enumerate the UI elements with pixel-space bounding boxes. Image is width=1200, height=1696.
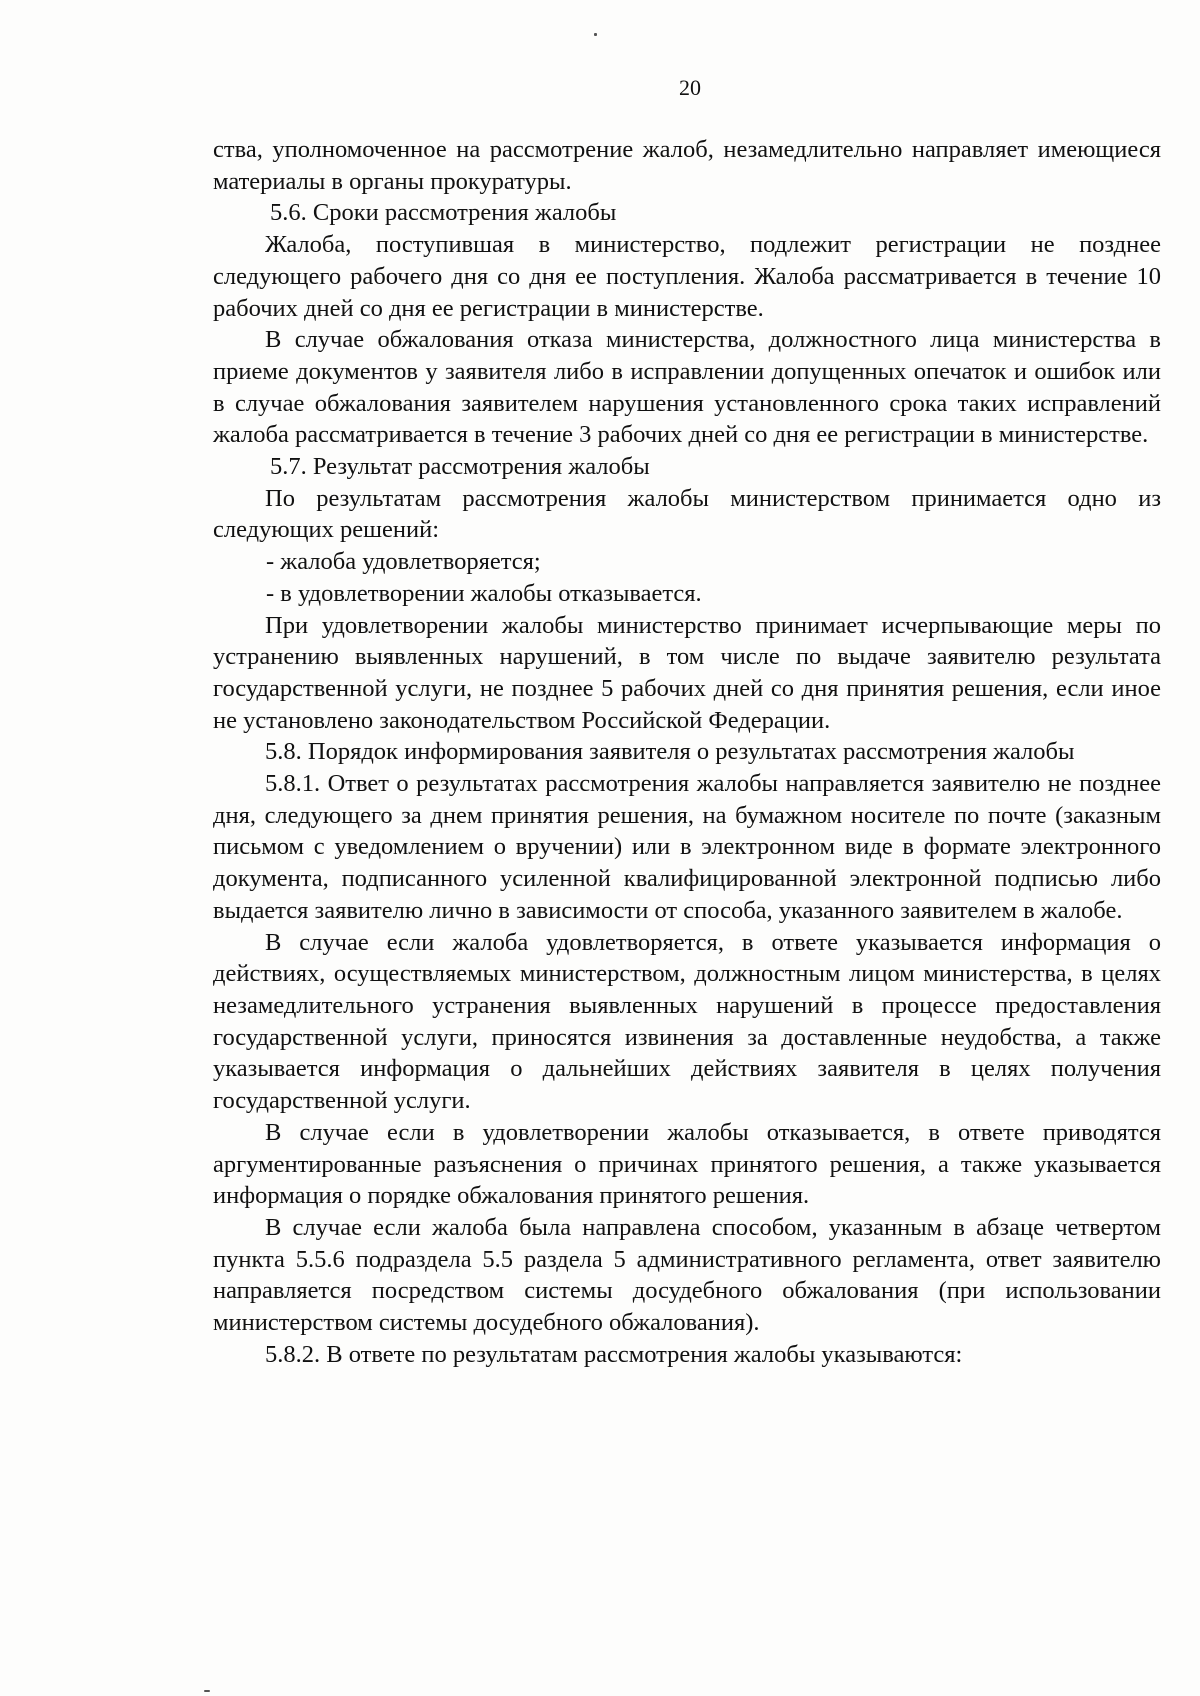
paragraph: В случае если жалоба удовлетворяется, в ответе указывается информация о действиях, осуществляемых министерством, должностным лицом министерства, в целях незамедлительного устранения выявленных нарушений в процессе предоставления государственной услуги, приносятся извинения за доставленные неудобства, а также указывается информация о дальнейших действиях заявителя в целях получения государственной услуги. <box>213 928 1161 1115</box>
paragraph-continuation: ства, уполномоченное на рассмотрение жалоб, незамедлительно направляет имеющиеся материалы в органы прокуратуры. <box>213 136 1161 195</box>
section-heading-5-8: 5.8. Порядок информирования заявителя о результатах рассмотрения жалобы <box>265 738 1075 766</box>
paragraph: 5.8.2. В ответе по результатам рассмотрения жалобы указываются: <box>265 1340 963 1368</box>
paragraph: В случае обжалования отказа министерства, должностного лица министерства в приеме документов у заявителя либо в исправлении допущенных опечаток и ошибок или в случае обжалования заявителем нарушения установленного срока таких исправлений жалоба рассматривается в течение 3 рабочих дней со дня ее регистрации в министерстве. <box>213 326 1161 449</box>
paragraph: Жалоба, поступившая в министерство, подлежит регистрации не позднее следующего рабочего дня со дня ее поступления. Жалоба рассматривается в течение 10 рабочих дней со дня ее регистрации в министерстве. <box>213 231 1161 322</box>
paragraph: В случае если жалоба была направлена способом, указанным в абзаце четвертом пункта 5.5.6 подраздела 5.5 раздела 5 административного регламента, ответ заявителю направляется посредством системы досудебного обжалования (при использовании министерством системы досудебного обжалования). <box>213 1213 1161 1337</box>
paragraph: При удовлетворении жалобы министерство принимает исчерпывающие меры по устранению выявленных нарушений, в том числе по выдаче заявителю результата государственной услуги, не позднее 5 рабочих дней со дня принятия решения, если иное не установлено законодательством Российской Федерации. <box>213 611 1161 734</box>
section-heading-5-6: 5.6. Сроки рассмотрения жалобы <box>270 199 617 227</box>
page-number: 20 <box>679 75 701 100</box>
document-body <box>213 134 1161 1370</box>
list-item: - в удовлетворении жалобы отказывается. <box>266 579 702 607</box>
scan-speck <box>204 1690 210 1692</box>
section-heading-5-7: 5.7. Результат рассмотрения жалобы <box>270 453 650 481</box>
paragraph: В случае если в удовлетворении жалобы отказывается, в ответе приводятся аргументированные разъяснения о причинах принятого решения, а также указывается информация о порядке обжалования принятого решения. <box>213 1118 1161 1210</box>
paragraph: 5.8.1. Ответ о результатах рассмотрения жалобы направляется заявителю не позднее дня, следующего за днем принятия решения, на бумажном носителе по почте (заказным письмом с уведомлением о вручении) или в электронном виде в формате электронного документа, подписанного усиленной квалифицированной электронной подписью либо выдается заявителю лично в зависимости от способа, указанного заявителем в жалобе. <box>213 770 1161 924</box>
paragraph: По результатам рассмотрения жалобы министерством принимается одно из следующих решений: <box>213 484 1161 544</box>
list-item: - жалоба удовлетворяется; <box>266 548 541 576</box>
scan-speck <box>594 33 597 36</box>
